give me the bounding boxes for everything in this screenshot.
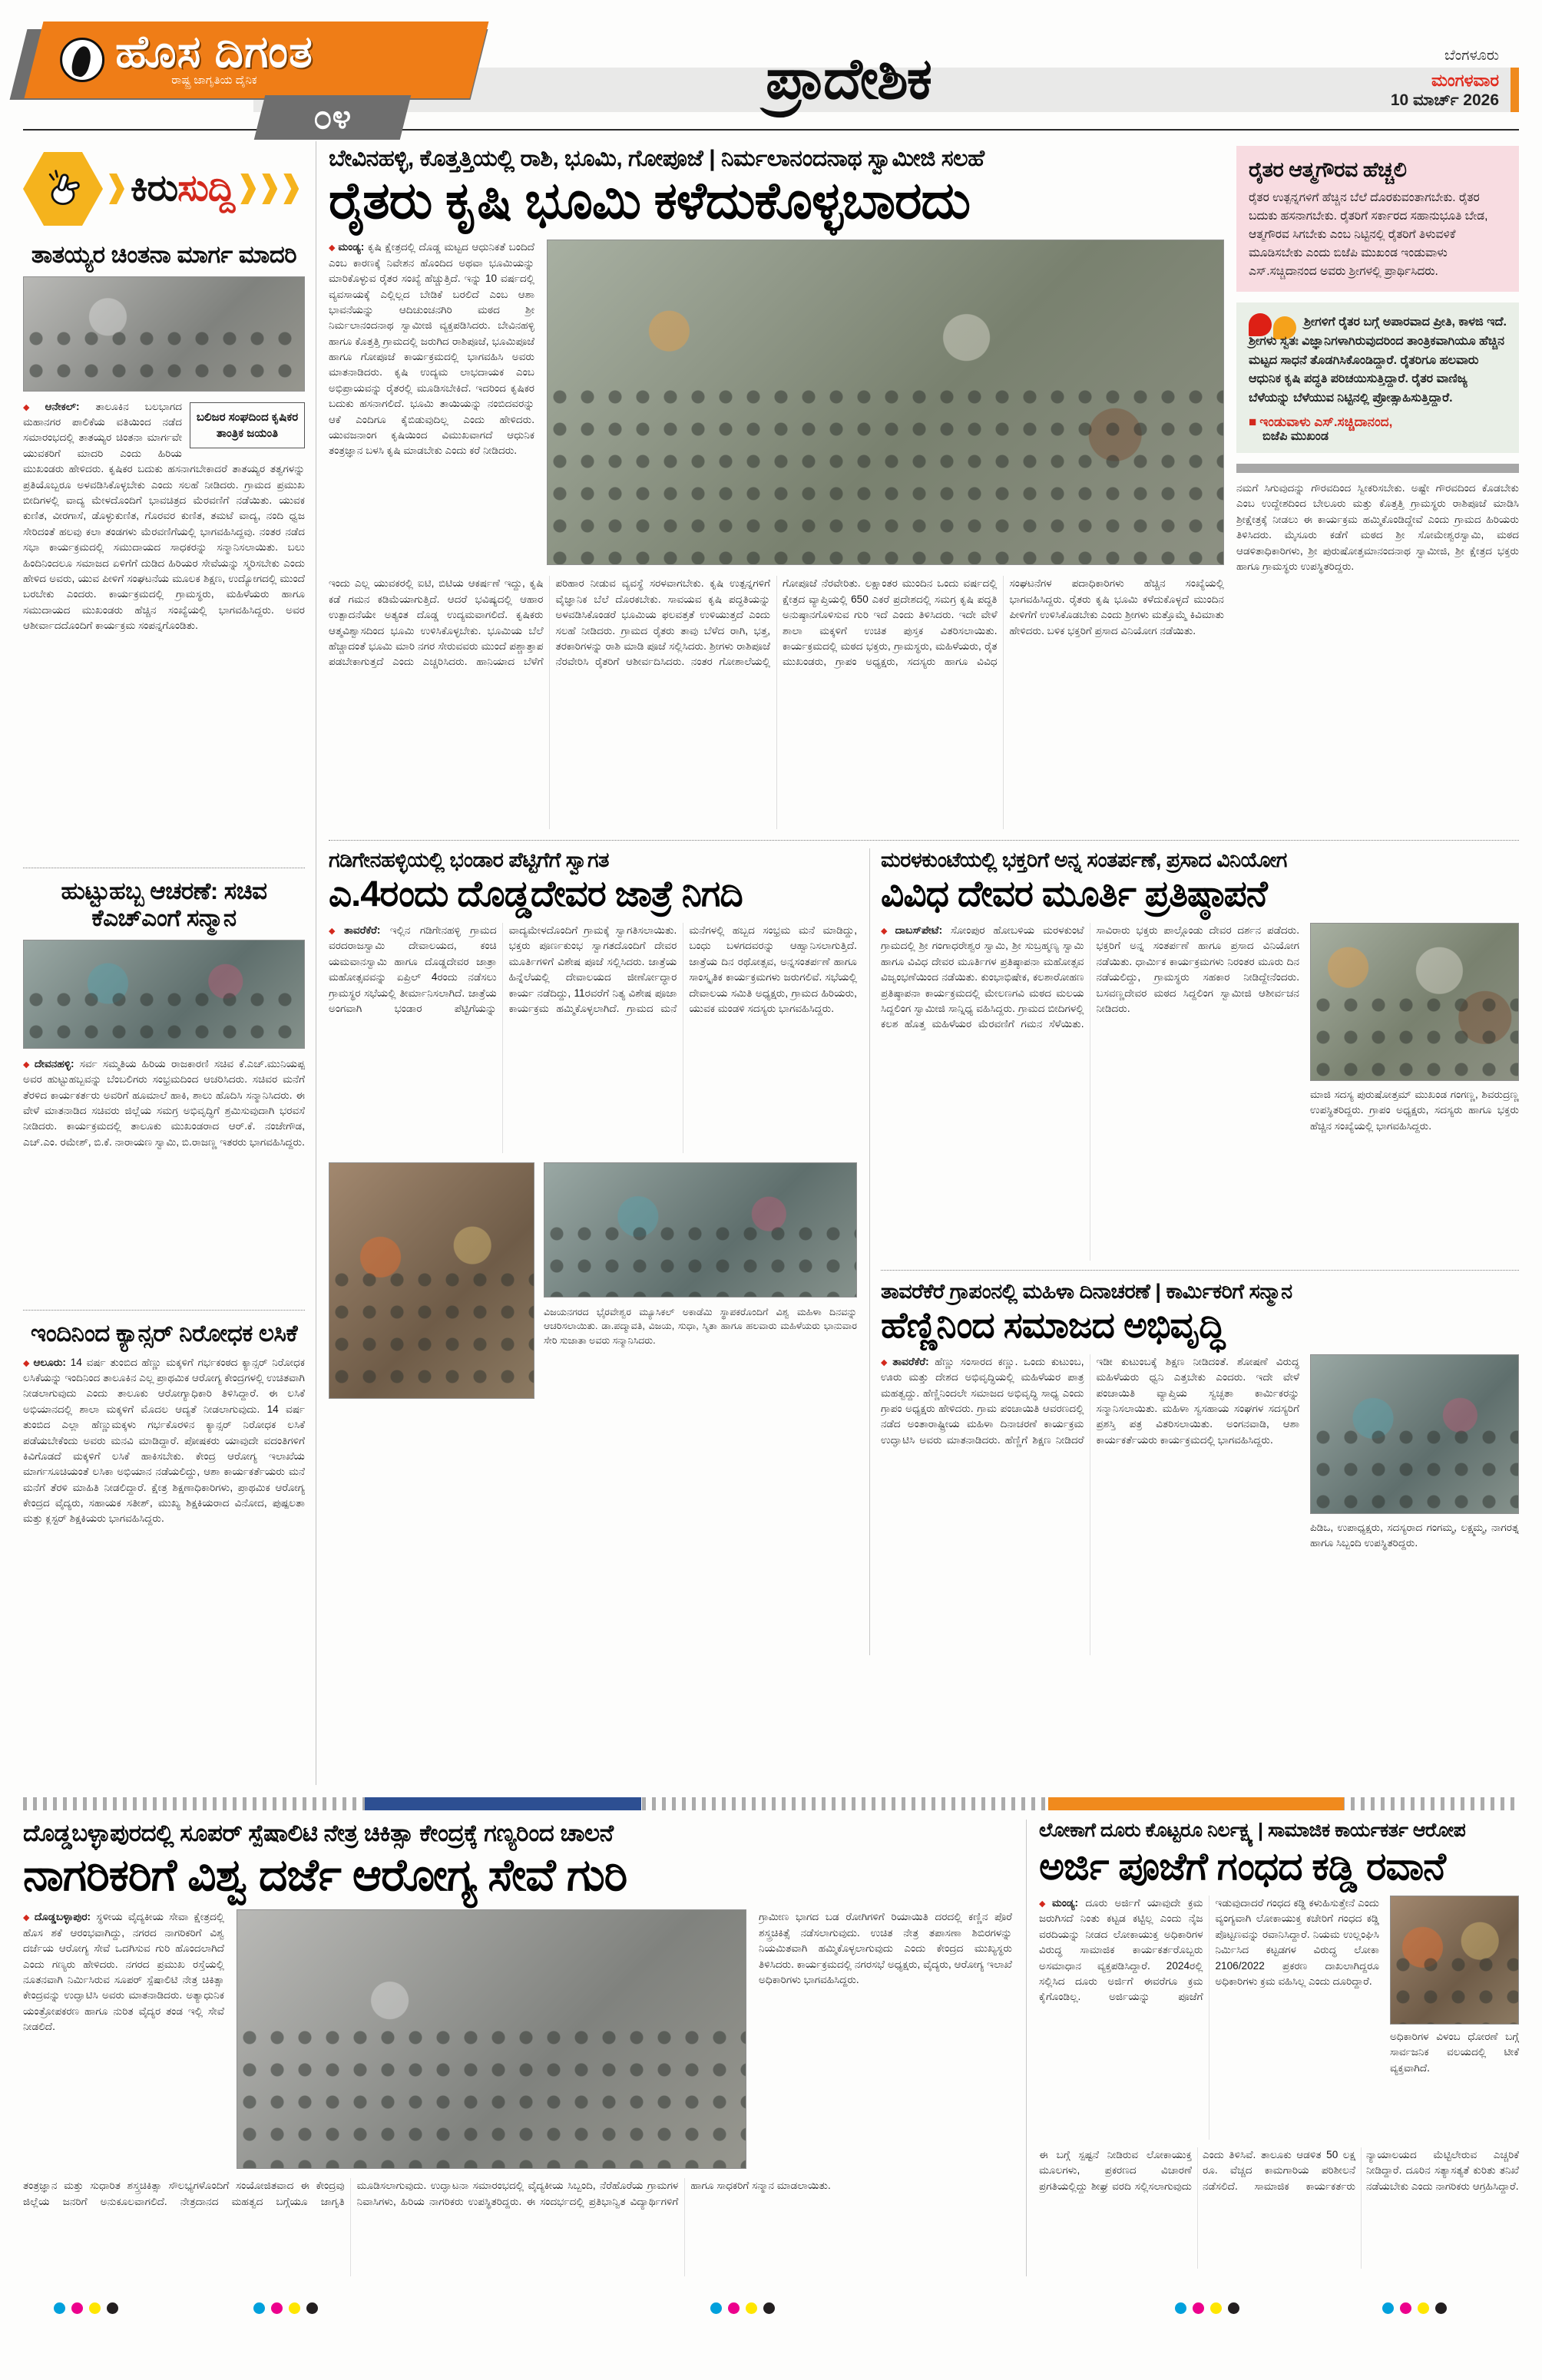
article-text: ಸೋಂಪುರ ಹೋಬಳಿಯ ಮರಳಕುಂಟೆ ಗ್ರಾಮದಲ್ಲಿ ಶ್ರೀ ಗಂಗಾಧರೇಶ್ವರ ಸ್ವಾಮಿ, ಶ್ರೀ ಸುಬ್ರಹ್ಮಣ್ಯ ಸ್ವಾಮಿ ಹಾಗೂ ವಿವಿಧ ದೇವರ ಮೂರ್ತಿಗಳ ಪ್ರತಿಷ್ಠಾಪನಾ ಮಹೋತ್ಸವ ವಿಜೃಂಭಣೆಯಿಂದ ನಡೆಯಿತು. ಕುಂಭಾಭಿಷೇಕ, ಕಲಶಾರೋಹಣ ಪ್ರತಿಷ್ಠಾಪನಾ ಕಾರ್ಯಕ್ರಮದಲ್ಲಿ ಮೇಲಣಗವಿ ಮಠದ ಮಲಯ ಸಿದ್ದಲಿಂಗ ಸ್ವಾಮೀಜಿ ಸಾನ್ನಿಧ್ಯ ವಹಿಸಿದ್ದರು. ಗ್ರಾಮದ ಬೀದಿಗಳಲ್ಲಿ ಕಲಶ ಹೊತ್ತ ಮಹಿಳೆಯರ ಮೆರವಣಿಗೆ ಗಮನ ಸೆಳೆಯಿತು. ಸಾವಿರಾರು ಭಕ್ತರು ಪಾಲ್ಗೊಂಡು ದೇವರ ದರ್ಶನ ಪಡೆದರು. ಭಕ್ತರಿಗೆ ಅನ್ನ ಸಂತರ್ಪಣೆ ಹಾಗೂ ಪ್ರಸಾದ ವಿನಿಯೋಗ ನಡೆಯಿತು. ಧಾರ್ಮಿಕ ಕಾರ್ಯಕ್ರಮಗಳು ನಿರಂತರ ಮೂರು ದಿನ ನಡೆಯಲಿದ್ದು, ಗ್ರಾಮಸ್ಥರು ಸಹಕಾರ ನೀಡಿದ್ದೇನೆಂದರು. ಬಸವಣ್ಣದೇವರ ಮಠದ ಸಿದ್ದಲಿಂಗ ಸ್ವಾಮೀಜಿ ಆಶೀರ್ವಚನ ನೀಡಿದರು. (881, 924, 1299, 1030)
dateline: ದೊಡ್ಡಬಳ್ಳಾಪುರ: (34, 1911, 91, 1923)
quote-box (1236, 302, 1519, 453)
lead-photo (547, 240, 1224, 565)
article-kicker: ಗಡಿಗೇನಹಳ್ಳಿಯಲ್ಲಿ ಭಂಡಾರ ಪೆಟ್ಟಿಗೆಗೆ ಸ್ವಾಗತ (329, 848, 609, 872)
article-columns-row (881, 923, 1519, 1261)
rail-continuation: ನಮಗೆ ಸಿಗುವುದನ್ನು ಗೌರವದಿಂದ ಸ್ವೀಕರಿಸಬೇಕು. ಅಷ್ಟೇ ಗೌರವದಿಂದ ಕೊಡಬೇಕು ಎಂಬ ಉದ್ದೇಶದಿಂದ ಬೇಲೂರು ಮತ್ತು ಕೊತ್ತತ್ತಿ ಗ್ರಾಮಸ್ಥರು ರಾಶಿಪೂಜೆ ಮಾಡಿಸಿ ಶ್ರೀಕ್ಷೇತ್ರಕ್ಕೆ ನೀಡಲು ಈ ಕಾರ್ಯಕ್ರಮ ಹಮ್ಮಿಕೊಂಡಿದ್ದೇವೆ ಎಂದು ಗ್ರಾಮದ ಹಿರಿಯರು ತಿಳಿಸಿದರು. ಮೈಸೂರು ಕಡೆಗೆ ಮಠದ ಶ್ರೀ ಸೋಮೇಶ್ವರಸ್ವಾಮಿ, ಮಠದ ಆಡಳಿತಾಧಿಕಾರಿಗಳು, ಶ್ರೀ ಪುರುಷೋತ್ತಮಾನಂದನಾಥ ಸ್ವಾಮೀಜಿ, ಶ್ರೀ ಕ್ಷೇತ್ರದ ಭಕ್ತರು ಹಾಗೂ ಗ್ರಾಮಸ್ಥರು ಉಪಸ್ಥಿತರಿದ್ದರು. (1236, 482, 1519, 573)
dateline-diamond: ◆ (329, 927, 342, 937)
dateline: ಆನೇಕಲ್: (45, 400, 80, 412)
complainant-photo (1390, 1896, 1519, 2025)
registration-marks (710, 2302, 775, 2314)
yellow-dot (746, 2302, 757, 2314)
dateline: ತಾವರೆಕೆರೆ: (344, 924, 381, 937)
article-left-column (23, 1909, 224, 2169)
chevron-icon (109, 174, 124, 204)
dateline: ಮಂಡ್ಯ: (338, 241, 365, 253)
registration-marks (1175, 2302, 1239, 2314)
date-label: 10 ಮಾರ್ಚ್ 2026 (1390, 91, 1499, 110)
black-dot (1228, 2302, 1239, 2314)
striped-divider (23, 1797, 1519, 1810)
highlight-box-title: ರೈತರ ಆತ್ಮಗೌರವ ಹೆಚ್ಚಲಿ (1249, 158, 1407, 181)
article-body (881, 923, 1299, 1261)
sidebar-kirusuddi (23, 141, 316, 1785)
idol-installation-photo (1310, 923, 1519, 1081)
lead-text-1: ಕೃಷಿ ಕ್ಷೇತ್ರದಲ್ಲಿ ದೊಡ್ಡ ಮಟ್ಟದ ಆಧುನಿಕತೆ ಬಂದಿದೆ ಎಂಬ ಕಾರಣಕ್ಕೆ ನಿವೇಶನ ಹೊಂದಿದ ಅಥವಾ ಭೂಮಿಯನ್ನು ಮಾರಿಕೊಳ್ಳುವ ರೈತರ ಸಂಖ್ಯೆ ಹೆಚ್ಚುತ್ತಿದೆ. ಇನ್ನು 10 ವರ್ಷದಲ್ಲಿ ವ್ಯವಸಾಯಕ್ಕೆ ಎಲ್ಲಿಲ್ಲದ ಬೇಡಿಕೆ ಬರಲಿದೆ ಎಂಬ ಆಶಾ ಭಾವನೆಯನ್ನು ಆದಿಚುಂಚನಗಿರಿ ಮಠದ ಶ್ರೀ ನಿರ್ಮಲಾನಂದನಾಥ ಸ್ವಾಮೀಜಿ ವ್ಯಕ್ತಪಡಿಸಿದರು. ಬೇವಿನಹಳ್ಳಿ ಹಾಗೂ ಕೊತ್ತತ್ತಿ ಗ್ರಾಮದಲ್ಲಿ ಜರುಗಿದ ರಾಶಿಪೂಜೆ, ಭೂಮಿಪೂಜೆ ಹಾಗೂ ಗೋಪೂಜೆ ಕಾರ್ಯಕ್ರಮದಲ್ಲಿ ಭಾಗವಹಿಸಿ ಅವರು ಮಾತನಾಡಿದರು. ಕೃಷಿ ಉದ್ಯಮ ಲಾಭದಾಯಕ ಎಂಬ ಅಭಿಪ್ರಾಯವನ್ನು ರೈತರಲ್ಲಿ ಮೂಡಿಸಬೇಕಿದೆ. ಇದರಿಂದ ಕೃಷಿಕರ ಬದುಕು ಹಸನಾಗಲಿದೆ. ಭೂಮಿ ತಾಯಿಯನ್ನು ನಂಬಿದವರನ್ನು ಆಕೆ ಎಂದಿಗೂ ಕೈಬಿಡುವುದಿಲ್ಲ ಎಂದು ಹೇಳಿದರು. ಯುವಜನಾಂಗ ಕೃಷಿಯಿಂದ ವಿಮುಖವಾಗದೆ ಆಧುನಿಕ ತಂತ್ರಜ್ಞಾನ ಬಳಸಿ ಕೃಷಿ ಮಾಡಬೇಕು ಎಂದು ಕರೆ ನೀಡಿದರು. (329, 241, 534, 457)
article-side-column (1390, 1896, 1519, 2140)
sidebar-story-2 (23, 878, 305, 1301)
highlight-box (1236, 146, 1519, 292)
paper-name: ಹೊಸ ದಿಗಂತ (115, 27, 313, 78)
story-headline: ಇಂದಿನಿಂದ ಕ್ಯಾನ್ಸರ್ ನಿರೋಧಕ ಲಸಿಕೆ (30, 1319, 298, 1347)
registration-marks (1382, 2302, 1447, 2314)
cyan-dot (710, 2302, 722, 2314)
dateline: ಮಂಡ್ಯ: (1051, 1897, 1078, 1909)
cyan-dot (1382, 2302, 1394, 2314)
page-number-tab (254, 95, 411, 140)
inset-announcement-box: ಬಲಿಜರ ಸಂಘದಿಂದ ಕೃಷಿಕರ ತಾಂತ್ರಿಕ ಜಯಂತಿ (190, 402, 305, 448)
bottom-band (0, 1820, 1542, 2277)
magenta-dot (271, 2302, 283, 2314)
dateline-diamond: ◆ (881, 1357, 891, 1367)
yellow-dot (289, 2302, 300, 2314)
womens-day-group-photo (1310, 1354, 1519, 1514)
lead-headline: ರೈತರು ಕೃಷಿ ಭೂಮಿ ಕಳೆದುಕೊಳ್ಳಬಾರದು (329, 172, 971, 230)
dateline-diamond: ◆ (23, 1913, 32, 1923)
article-side-text: ಮಾಜಿ ಸದಸ್ಯ ಪುರುಷೋತ್ತಮ್ ಮುಖಂಡ ಗಂಗಣ್ಣ, ಶಿವರುದ್ರಣ್ಣ ಉಪಸ್ಥಿತರಿದ್ದರು. ಗ್ರಾಪಂ ಅಧ್ಯಕ್ಷರು, ಸದಸ್ಯರು ಹಾಗೂ ಭಕ್ತರು ಹೆಚ್ಚಿನ ಸಂಖ್ಯೆಯಲ್ಲಿ ಭಾಗವಹಿಸಿದ್ದರು. (1310, 1089, 1519, 1132)
dateline-diamond: ◆ (23, 402, 43, 412)
black-dot (763, 2302, 775, 2314)
story-photo (23, 276, 305, 392)
article-jathre (329, 848, 857, 1655)
article-body (881, 1354, 1299, 1655)
article-bottom-columns: ಈ ಬಗ್ಗೆ ಸ್ಪಷ್ಟನೆ ನೀಡಿರುವ ಲೋಕಾಯುಕ್ತ ಮೂಲಗಳು, ಪ್ರಕರಣದ ವಿಚಾರಣೆ ಪ್ರಗತಿಯಲ್ಲಿದ್ದು ಶೀಘ್ರ ವರದಿ ಸಲ್ಲಿಸಲಾಗುವುದು ಎಂದು ತಿಳಿಸಿವೆ. ತಾಲೂಕು ಆಡಳಿತ 50 ಲಕ್ಷ ರೂ. ವೆಚ್ಚದ ಕಾಮಗಾರಿಯ ಪರಿಶೀಲನೆ ನಡೆಸಲಿದೆ. ಸಾಮಾಜಿಕ ಕಾರ್ಯಕರ್ತರು ನ್ಯಾಯಾಲಯದ ಮೆಟ್ಟಿಲೇರುವ ಎಚ್ಚರಿಕೆ ನೀಡಿದ್ದಾರೆ. ದೂರಿನ ಸತ್ಯಾಸತ್ಯತೆ ಕುರಿತು ತನಿಖೆ ನಡೆಯಬೇಕು ಎಂದು ನಾಗರಿಕರು ಆಗ್ರಹಿಸಿದ್ದಾರೆ. (1039, 2149, 1519, 2192)
logo-plate (25, 21, 489, 98)
womens-day-photo (544, 1162, 857, 1297)
article-side-text: ಅಧಿಕಾರಿಗಳ ವಿಳಂಬ ಧೋರಣೆ ಬಗ್ಗೆ ಸಾರ್ವಜನಿಕ ವಲಯದಲ್ಲಿ ಟೀಕೆ ವ್ಯಕ್ತವಾಗಿದೆ. (1390, 2031, 1519, 2074)
quote-author: ಇಂಡುವಾಳು ಎಸ್.ಸಚ್ಚಿದಾನಂದ, (1259, 415, 1393, 430)
yellow-dot (1418, 2302, 1429, 2314)
registration-marks (253, 2302, 318, 2314)
article-murthy (881, 848, 1519, 1261)
article-photo-row (329, 1162, 857, 1399)
story-headline: ತಾತಯ್ಯರ ಚಿಂತನಾ ಮಾರ್ಗ ಮಾದರಿ (31, 241, 297, 268)
lead-story-main (329, 141, 1224, 829)
lead-body-top (329, 240, 1224, 565)
quote-text: ಶ್ರೀಗಳಿಗೆ ರೈತರ ಬಗ್ಗೆ ಅಪಾರವಾದ ಪ್ರೀತಿ, ಕಾಳಜಿ ಇದೆ. ಶ್ರೀಗಳು ಸ್ವತಃ ವಿಜ್ಞಾನಿಗಳಾಗಿರುವುದರಿಂದ ತಾಂತ್ರಿಕವಾಗಿಯೂ ಹೆಚ್ಚಿನ ಮಟ್ಟದ ಸಾಧನೆ ತೊಡಗಿಸಿಕೊಂಡಿದ್ದಾರೆ. ರೈತರಿಗೂ ಹಲವಾರು ಆಧುನಿಕ ಕೃಷಿ ಪದ್ಧತಿ ಪರಿಚಯಿಸುತ್ತಿದ್ದಾರೆ. ರೈತರ ವಾಣಿಜ್ಯ ಬೆಳೆಯನ್ನು ಬೆಳೆಯುವ ನಿಟ್ಟಿನಲ್ಲಿ ಪ್ರೋತ್ಸಾಹಿಸುತ್ತಿದ್ದಾರೆ. (1249, 316, 1507, 405)
weekday-label: ಮಂಗಳವಾರ (1431, 71, 1499, 90)
strip-accent-bar (1511, 68, 1519, 112)
dateline: ತಾವರೆಕೆರೆ: (892, 1355, 929, 1367)
paper-tagline: ರಾಷ್ಟ್ರ ಜಾಗೃತಿಯ ದೈನಿಕ (171, 74, 257, 88)
lead-first-column (329, 240, 534, 565)
divider-orange-block (1048, 1797, 1344, 1810)
article-headline: ಎ.4ರಂದು ದೊಡ್ಡದೇವರ ಜಾತ್ರೆ ನಿಗದಿ (329, 873, 743, 914)
dateline-diamond: ◆ (1039, 1899, 1050, 1909)
dateline: ಆಲೂರು: (33, 1356, 66, 1368)
registration-marks (54, 2302, 118, 2314)
kirusuddi-title-red: ಸುದ್ದಿ (177, 168, 235, 209)
article-text: ದೂರು ಅರ್ಜಿಗೆ ಯಾವುದೇ ಕ್ರಮ ಜರುಗಿಸದೆ ನಿಂತು ಕಟ್ಟಡ ಕಟ್ಟಿಲ್ಲ ಎಂದು ನೈಜ ವರದಿಯನ್ನು ನೀಡದ ಲೋಕಾಯುಕ್ತ ಅಧಿಕಾರಿಗಳ ವಿರುದ್ಧ ಸಾಮಾಜಿಕ ಕಾರ್ಯಕರ್ತರೊಬ್ಬರು ಅಸಮಾಧಾನ ವ್ಯಕ್ತಪಡಿಸಿದ್ದಾರೆ. 2024ರಲ್ಲಿ ಸಲ್ಲಿಸಿದ ದೂರು ಅರ್ಜಿಗೆ ಈವರೆಗೂ ಕ್ರಮ ಕೈಗೊಂಡಿಲ್ಲ. ಅರ್ಜಿಯನ್ನು ಪೂಜೆಗೆ ಇಡುವುದಾದರೆ ಗಂಧದ ಕಡ್ಡಿ ಕಳುಹಿಸುತ್ತೇನೆ ಎಂದು ವ್ಯಂಗ್ಯವಾಗಿ ಲೋಕಾಯುಕ್ತ ಕಚೇರಿಗೆ ಗಂಧದ ಕಡ್ಡಿ ಪೊಟ್ಟಣವನ್ನು ರವಾನಿಸಿದ್ದಾರೆ. ನಿಯಮ ಉಲ್ಲಂಘಿಸಿ ನಿರ್ಮಿಸಿದ ಕಟ್ಟಡಗಳ ವಿರುದ್ಧ ಲೋಕಾ 2106/2022 ಪ್ರಕರಣ ದಾಖಲಾಗಿದ್ದರೂ ಅಧಿಕಾರಿಗಳು ಕ್ರಮ ವಹಿಸಿಲ್ಲ ಎಂದು ದೂರಿದ್ದಾರೆ. (1039, 1897, 1379, 2003)
lead-story (329, 141, 1519, 829)
procession-photo (329, 1162, 534, 1399)
dateline-diamond: ◆ (23, 1358, 31, 1368)
yellow-dot (1210, 2302, 1222, 2314)
photo-caption: ವಿಜಯನಗರದ ಭೈರವೇಶ್ವರ ಮ್ಯೂಸಿಕಲ್ ಅಕಾಡೆಮಿ ಸ್ಥಾಪಕರೊಂದಿಗೆ ವಿಶ್ವ ಮಹಿಳಾ ದಿನವನ್ನು ಆಚರಿಸಲಾಯಿತು. ಡಾ.ಪದ್ಮಾವತಿ, ವಿಜಯ, ಸುಧಾ, ಸ್ಮಿತಾ ಹಾಗೂ ಹಲವಾರು ಮಹಿಳೆಯರು ಭಾನುವಾರ ಸೇರಿ ಸುಜಾತಾ ಅವರು ಸನ್ಮಾನಿಸಿದರು. (544, 1307, 857, 1346)
dateline-diamond: ◆ (329, 243, 336, 253)
article-bottom-columns: ತಂತ್ರಜ್ಞಾನ ಮತ್ತು ಸುಧಾರಿತ ಶಸ್ತ್ರಚಿಕಿತ್ಸಾ ಸೌಲಭ್ಯಗಳೊಂದಿಗೆ ಸಂಯೋಜಿತವಾದ ಈ ಕೇಂದ್ರವು ಜಿಲ್ಲೆಯ ಜನರಿಗೆ ಅನುಕೂಲವಾಗಲಿದೆ. ನೇತ್ರದಾನದ ಮಹತ್ವದ ಬಗ್ಗೆಯೂ ಜಾಗೃತಿ ಮೂಡಿಸಲಾಗುವುದು. ಉದ್ಘಾಟನಾ ಸಮಾರಂಭದಲ್ಲಿ ವೈದ್ಯಕೀಯ ಸಿಬ್ಬಂದಿ, ನೆರೆಹೊರೆಯ ಗ್ರಾಮಗಳ ನಿವಾಸಿಗಳು, ಹಿರಿಯ ನಾಗರಿಕರು ಉಪಸ್ಥಿತರಿದ್ದರು. ಈ ಸಂದರ್ಭದಲ್ಲಿ ಪ್ರತಿಭಾನ್ವಿತ ವಿದ್ಯಾರ್ಥಿಗಳಿಗೆ ಹಾಗೂ ಸಾಧಕರಿಗೆ ಸನ್ಮಾನ ಮಾಡಲಾಯಿತು. (23, 2180, 831, 2207)
article-side-text: ಪಿಡಿಒ, ಉಪಾಧ್ಯಕ್ಷರು, ಸದಸ್ಯರಾದ ಗಂಗಮ್ಮ, ಲಕ್ಷ್ಮಮ್ಮ, ನಾಗರತ್ನ ಹಾಗೂ ಸಿಬ್ಬಂದಿ ಉಪಸ್ಥಿತರಿದ್ದರು. (1310, 1521, 1519, 1549)
lead-text-2: ಇಂದು ಎಲ್ಲ ಯುವಕರಲ್ಲಿ ಐಟಿ, ಬಿಟಿಯ ಆಕರ್ಷಣೆ ಇದ್ದು, ಕೃಷಿ ಕಡೆ ಗಮನ ಕಡಿಮೆಯಾಗುತ್ತಿದೆ. ಆದರೆ ಭವಿಷ್ಯದಲ್ಲಿ ಆಹಾರ ಉತ್ಪಾದನೆಯೇ ಅತ್ಯಂತ ದೊಡ್ಡ ಉದ್ಯಮವಾಗಲಿದೆ. ಕೃಷಿಕರು ಆತ್ಮವಿಶ್ವಾಸದಿಂದ ಭೂಮಿ ಉಳಿಸಿಕೊಳ್ಳಬೇಕು. ಭೂಮಿಯ ಬೆಲೆ ಹೆಚ್ಚಾದಂತೆ ಭೂಮಿ ಮಾರಿ ನಗರ ಸೇರುವವರು ಮುಂದೆ ಪಶ್ಚಾತ್ತಾಪ ಪಡಬೇಕಾಗುತ್ತದೆ ಎಂದು ಎಚ್ಚರಿಸಿದರು. ಹಾನಿಯಾದ ಬೆಳೆಗೆ ಪರಿಹಾರ ನೀಡುವ ವ್ಯವಸ್ಥೆ ಸರಳವಾಗಬೇಕು. ಕೃಷಿ ಉತ್ಪನ್ನಗಳಿಗೆ ವೈಜ್ಞಾನಿಕ ಬೆಲೆ ದೊರಕಬೇಕು. ಸಾವಯವ ಕೃಷಿ ಪದ್ಧತಿಯನ್ನು ಅಳವಡಿಸಿಕೊಂಡರೆ ಭೂಮಿಯ ಫಲವತ್ತತೆ ಉಳಿಯುತ್ತದೆ ಎಂದು ಸಲಹೆ ನೀಡಿದರು. ಗ್ರಾಮದ ರೈತರು ತಾವು ಬೆಳೆದ ರಾಗಿ, ಭತ್ತ, ತರಕಾರಿಗಳನ್ನು ರಾಶಿ ಮಾಡಿ ಪೂಜೆ ಸಲ್ಲಿಸಿದರು. ಶ್ರೀಗಳು ರಾಶಿಪೂಜೆ ನೆರವೇರಿಸಿ ರೈತರಿಗೆ ಆಶೀರ್ವದಿಸಿದರು. ನಂತರ ಗೋಶಾಲೆಯಲ್ಲಿ ಗೋಪೂಜೆ ನೆರವೇರಿತು. ಲಕ್ಷಾಂತರ ಮುಂದಿನ ಒಂದು ವರ್ಷದಲ್ಲಿ ಕ್ಷೇತ್ರದ ವ್ಯಾಪ್ತಿಯಲ್ಲಿ 650 ಎಕರೆ ಪ್ರದೇಶದಲ್ಲಿ ಸಮಗ್ರ ಕೃಷಿ ಪದ್ಧತಿ ಅನುಷ್ಠಾನಗೊಳಿಸುವ ಗುರಿ ಇದೆ ಎಂದು ತಿಳಿಸಿದರು. ಇದೇ ವೇಳೆ ಶಾಲಾ ಮಕ್ಕಳಿಗೆ ಉಚಿತ ಪುಸ್ತಕ ವಿತರಿಸಲಾಯಿತು. ಕಾರ್ಯಕ್ರಮದಲ್ಲಿ ಮಠದ ಭಕ್ತರು, ಗ್ರಾಮಸ್ಥರು, ಮಹಿಳೆಯರು, ರೈತ ಮುಖಂಡರು, ಗ್ರಾಪಂ ಅಧ್ಯಕ್ಷರು, ಸದಸ್ಯರು ಹಾಗೂ ವಿವಿಧ ಸಂಘಟನೆಗಳ ಪದಾಧಿಕಾರಿಗಳು ಹೆಚ್ಚಿನ ಸಂಖ್ಯೆಯಲ್ಲಿ ಭಾಗವಹಿಸಿದ್ದರು. ರೈತರು ಕೃಷಿ ಭೂಮಿ ಕಳೆದುಕೊಳ್ಳದೆ ಮುಂದಿನ ಪೀಳಿಗೆಗೆ ಉಳಿಸಿಕೊಡಬೇಕು ಎಂದು ಶ್ರೀಗಳು ಮತ್ತೊಮ್ಮೆ ಕಿವಿಮಾತು ಹೇಳಿದರು. ಬಳಿಕ ಭಕ್ತರಿಗೆ ಪ್ರಸಾದ ವಿನಿಯೋಗ ನಡೆಯಿತು. (329, 577, 1224, 668)
magenta-dot (71, 2302, 83, 2314)
story-body (23, 1355, 305, 1785)
masthead (0, 0, 1542, 136)
date-block (1391, 71, 1499, 111)
article-text: ಹೆಣ್ಣು ಸಂಸಾರದ ಕಣ್ಣು. ಒಂದು ಕುಟುಂಬ, ಊರು ಮತ್ತು ದೇಶದ ಅಭಿವೃದ್ಧಿಯಲ್ಲಿ ಮಹಿಳೆಯರ ಪಾತ್ರ ಮಹತ್ವದ್ದು. ಹೆಣ್ಣಿನಿಂದಲೇ ಸಮಾಜದ ಅಭಿವೃದ್ಧಿ ಸಾಧ್ಯ ಎಂದು ಗ್ರಾಪಂ ಅಧ್ಯಕ್ಷರು ಹೇಳಿದರು. ಗ್ರಾಮ ಪಂಚಾಯಿತಿ ಆವರಣದಲ್ಲಿ ನಡೆದ ಅಂತಾರಾಷ್ಟ್ರೀಯ ಮಹಿಳಾ ದಿನಾಚರಣೆ ಕಾರ್ಯಕ್ರಮ ಉದ್ಘಾಟಿಸಿ ಅವರು ಮಾತನಾಡಿದರು. ಹೆಣ್ಣಿಗೆ ಶಿಕ್ಷಣ ನೀಡಿದರೆ ಇಡೀ ಕುಟುಂಬಕ್ಕೆ ಶಿಕ್ಷಣ ನೀಡಿದಂತೆ. ಶೋಷಣೆ ವಿರುದ್ಧ ಮಹಿಳೆಯರು ಧ್ವನಿ ಎತ್ತಬೇಕು ಎಂದರು. ಇದೇ ವೇಳೆ ಪಂಚಾಯಿತಿ ವ್ಯಾಪ್ತಿಯ ಸ್ವಚ್ಛತಾ ಕಾರ್ಮಿಕರನ್ನು ಸನ್ಮಾನಿಸಲಾಯಿತು. ಮಹಿಳಾ ಸ್ವಸಹಾಯ ಸಂಘಗಳ ಸದಸ್ಯರಿಗೆ ಪ್ರಶಸ್ತಿ ಪತ್ರ ವಿತರಿಸಲಾಯಿತು. ಅಂಗನವಾಡಿ, ಆಶಾ ಕಾರ್ಯಕರ್ತೆಯರು ಕಾರ್ಯಕ್ರಮದಲ್ಲಿ ಭಾಗವಹಿಸಿದ್ದರು. (881, 1355, 1299, 1446)
kirusuddi-badge (23, 141, 305, 233)
article-right-column: ಗ್ರಾಮೀಣ ಭಾಗದ ಬಡ ರೋಗಿಗಳಿಗೆ ರಿಯಾಯಿತಿ ದರದಲ್ಲಿ ಕಣ್ಣಿನ ಪೊರೆ ಶಸ್ತ್ರಚಿಕಿತ್ಸೆ ನಡೆಸಲಾಗುವುದು. ಉಚಿತ ನೇತ್ರ ತಪಾಸಣಾ ಶಿಬಿರಗಳನ್ನು ನಿಯಮಿತವಾಗಿ ಹಮ್ಮಿಕೊಳ್ಳಲಾಗುವುದು ಎಂದು ಕೇಂದ್ರದ ಮುಖ್ಯಸ್ಥರು ತಿಳಿಸಿದರು. ಕಾರ್ಯಕ್ರಮದಲ್ಲಿ ನಗರಸಭೆ ಅಧ್ಯಕ್ಷರು, ವೈದ್ಯರು, ಆರೋಗ್ಯ ಇಲಾಖೆ ಅಧಿಕಾರಿಗಳು ಭಾಗವಹಿಸಿದ್ದರು. (759, 1911, 1012, 1986)
black-dot (107, 2302, 118, 2314)
dateline: ದಾಬಸ್‌ಪೇಟೆ: (895, 924, 943, 937)
section-title: ಪ್ರಾದೇಶಿಕ (766, 47, 931, 111)
article-columns-row (23, 1909, 1012, 2169)
article-body (329, 923, 857, 1153)
story-body (23, 1056, 305, 1301)
dateline-diamond: ◆ (881, 927, 893, 937)
story-headline: ಹುಟ್ಟುಹಬ್ಬ ಆಚರಣೆ: ಸಚಿವ ಕೆಎಚ್‌ಎಂಗೆ ಸನ್ಮಾನ (61, 877, 267, 932)
inauguration-photo (237, 1909, 746, 2169)
story-text: ಸರ್ವ ಸಮ್ಮತಿಯ ಹಿರಿಯ ರಾಜಕಾರಣಿ ಸಚಿವ ಕೆ.ಎಚ್.ಮುನಿಯಪ್ಪ ಅವರ ಹುಟ್ಟುಹಬ್ಬವನ್ನು ಬೆಂಬಲಿಗರು ಸಂಭ್ರಮದಿಂದ ಆಚರಿಸಿದರು. ಸಚಿವರ ಮನೆಗೆ ತೆರಳಿದ ಕಾರ್ಯಕರ್ತರು ಅವರಿಗೆ ಹೂಮಾಲೆ ಹಾಕಿ, ಶಾಲು ಹೊದಿಸಿ ಸನ್ಮಾನಿಸಿದರು. ಈ ವೇಳೆ ಮಾತನಾಡಿದ ಸಚಿವರು ಜಿಲ್ಲೆಯ ಸಮಗ್ರ ಅಭಿವೃದ್ಧಿಗೆ ಶ್ರಮಿಸುವುದಾಗಿ ಭರವಸೆ ನೀಡಿದರು. ಕಾರ್ಯಕ್ರಮದಲ್ಲಿ ತಾಲೂಕು ಮುಖಂಡರಾದ ಆರ್.ಕೆ. ನಂಜೇಗೌಡ, ಎಚ್.ಎಂ. ರಮೇಶ್, ಬಿ.ಕೆ. ನಾರಾಯಣ ಸ್ವಾಮಿ, ಬಿ.ರಾಜಣ್ಣ ಇತರರು ಭಾಗವಹಿಸಿದ್ದರು. (23, 1057, 305, 1148)
content-row (0, 131, 1542, 1785)
rail-gray-bar (1236, 464, 1519, 473)
quote-attribution (1249, 415, 1507, 430)
cyan-dot (1175, 2302, 1186, 2314)
story-body (23, 399, 305, 858)
newspaper-emblem-icon (60, 38, 104, 82)
article-body (1039, 1896, 1379, 2140)
hand-snap-icon (23, 152, 103, 226)
logo-inner (60, 27, 313, 88)
dateline-diamond: ◆ (23, 1059, 32, 1069)
article-headline: ವಿವಿಧ ದೇವರ ಮೂರ್ತಿ ಪ್ರತಿಷ್ಠಾಪನೆ (881, 873, 1267, 914)
divider-blue-block (365, 1797, 641, 1810)
sidebar-story-1 (23, 241, 305, 858)
story-photo (23, 940, 305, 1049)
article-side-column (1310, 923, 1519, 1261)
article-kicker: ತಾವರೆಕೆರೆ ಗ್ರಾಪಂನಲ್ಲಿ ಮಹಿಳಾ ದಿನಾಚರಣೆ | ಕಾರ್ಮಿಕರಿಗೆ ಸನ್ಮಾನ (881, 1280, 1292, 1304)
cyan-dot (54, 2302, 65, 2314)
magenta-dot (728, 2302, 740, 2314)
article-text: ಸ್ಥಳೀಯ ವೈದ್ಯಕೀಯ ಸೇವಾ ಕ್ಷೇತ್ರದಲ್ಲಿ ಹೊಸ ಶಕೆ ಆರಂಭವಾಗಿದ್ದು, ನಗರದ ನಾಗರಿಕರಿಗೆ ವಿಶ್ವ ದರ್ಜೆಯ ಆರೋಗ್ಯ ಸೇವೆ ಒದಗಿಸುವ ಗುರಿ ಹೊಂದಲಾಗಿದೆ ಎಂದು ಗಣ್ಯರು ಹೇಳಿದರು. ನಗರದ ಪ್ರಮುಖ ರಸ್ತೆಯಲ್ಲಿ ನೂತನವಾಗಿ ನಿರ್ಮಿಸಿರುವ ಸೂಪರ್ ಸ್ಪೆಷಾಲಿಟಿ ನೇತ್ರ ಚಿಕಿತ್ಸಾ ಕೇಂದ್ರವನ್ನು ಉದ್ಘಾಟಿಸಿ ಅವರು ಮಾತನಾಡಿದರು. ಅತ್ಯಾಧುನಿಕ ಯಂತ್ರೋಪಕರಣ ಹಾಗೂ ನುರಿತ ವೈದ್ಯರ ತಂಡ ಇಲ್ಲಿ ಸೇವೆ ನೀಡಲಿದೆ. (23, 1911, 224, 2033)
quote-author-role: ಬಿಜೆಪಿ ಮುಖಂಡ (1262, 430, 1329, 444)
article-mahila (881, 1280, 1519, 1655)
story-text: 14 ವರ್ಷ ತುಂಬಿದ ಹೆಣ್ಣು ಮಕ್ಕಳಿಗೆ ಗರ್ಭಕಂಠದ ಕ್ಯಾನ್ಸರ್ ನಿರೋಧಕ ಲಸಿಕೆಯನ್ನು ಇಂದಿನಿಂದ ತಾಲೂಕಿನ ಎಲ್ಲ ಪ್ರಾಥಮಿಕ ಆರೋಗ್ಯ ಕೇಂದ್ರಗಳಲ್ಲಿ ಉಚಿತವಾಗಿ ನೀಡಲಾಗುವುದು ಎಂದು ತಾಲೂಕು ಆರೋಗ್ಯಾಧಿಕಾರಿ ತಿಳಿಸಿದ್ದಾರೆ. ಈ ಲಸಿಕೆ ಅಭಿಯಾನದಲ್ಲಿ ಶಾಲಾ ಮಕ್ಕಳಿಗೆ ಮೊದಲ ಆದ್ಯತೆ ನೀಡಲಾಗುವುದು. 14 ವರ್ಷ ತುಂಬಿದ ಎಲ್ಲಾ ಹೆಣ್ಣುಮಕ್ಕಳು ಗರ್ಭಕೊರಳಿನ ಕ್ಯಾನ್ಸರ್ ನಿರೋಧಕ ಲಸಿಕೆ ಪಡೆಯಬೇಕೆಂದು ಅವರು ಮನವಿ ಮಾಡಿದ್ದಾರೆ. ಪೋಷಕರು ಯಾವುದೇ ವದಂತಿಗಳಿಗೆ ಕಿವಿಗೊಡದೆ ಮಕ್ಕಳಿಗೆ ಲಸಿಕೆ ಹಾಕಿಸಬೇಕು. ಕೇಂದ್ರ ಆರೋಗ್ಯ ಇಲಾಖೆಯ ಮಾರ್ಗಸೂಚಿಯಂತೆ ಲಸಿಕಾ ಅಭಿಯಾನ ನಡೆಯಲಿದ್ದು, ಆಶಾ ಕಾರ್ಯಕರ್ತೆಯರು ಮನೆ ಮನೆಗೆ ತೆರಳಿ ಮಾಹಿತಿ ನೀಡಲಿದ್ದಾರೆ. ಕ್ಷೇತ್ರ ಶಿಕ್ಷಣಾಧಿಕಾರಿಗಳು, ಪ್ರಾಥಮಿಕ ಆರೋಗ್ಯ ಕೇಂದ್ರದ ವೈದ್ಯರು, ಸಹಾಯಕ ಸತೀಶ್, ಮುಖ್ಯ ಶಿಕ್ಷಕಿಯರಾದ ವಿನೋದ, ಪುಷ್ಪಲತಾ ಮತ್ತು ಕ್ಲಸ್ಟರ್ ಶಿಕ್ಷಕಿಯರು ಭಾಗವಹಿಸಿದ್ದರು. (23, 1356, 305, 1525)
chevron-icon (240, 174, 256, 204)
article-kicker: ದೊಡ್ಡಬಳ್ಳಾಪುರದಲ್ಲಿ ಸೂಪರ್ ಸ್ಪೆಷಾಲಿಟಿ ನೇತ್ರ ಚಿಕಿತ್ಸಾ ಕೇಂದ್ರಕ್ಕೆ ಗಣ್ಯರಿಂದ ಚಾಲನೆ (23, 1819, 614, 1846)
yellow-dot (89, 2302, 101, 2314)
highlight-box-body: ರೈತರ ಉತ್ಪನ್ನಗಳಿಗೆ ಹೆಚ್ಚಿನ ಬೆಲೆ ದೊರಕುವಂತಾಗಬೇಕು. ರೈತರ ಬದುಕು ಹಸನಾಗಬೇಕು. ರೈತರಿಗೆ ಸರ್ಕಾರದ ಸಹಾನುಭೂತಿ ಬೇಡ, ಆತ್ಮಗೌರವ ಸಿಗಬೇಕು ಎಂಬ ನಿಟ್ಟಿನಲ್ಲಿ ರೈತರಿಗೆ ತಿಳುವಳಿಕೆ ಮೂಡಿಸಬೇಕು ಎಂದು ಬಿಜೆಪಿ ಮುಖಂಡ ಇಂಡುವಾಳು ಎಸ್.ಸಚ್ಚಿದಾನಂದ ಅವರು ಶ್ರೀಗಳಲ್ಲಿ ಪ್ರಾರ್ಥಿಸಿದರು. (1249, 191, 1488, 279)
article-kicker: ಲೋಕಾಗೆ ದೂರು ಕೊಟ್ಟರೂ ನಿರ್ಲಕ್ಷ್ಯ | ಸಾಮಾಜಿಕ ಕಾರ್ಯಕರ್ತ ಆರೋಪ (1039, 1819, 1466, 1841)
dateline: ದೇವನಹಳ್ಳಿ: (34, 1057, 74, 1069)
article-headline: ಹೆಣ್ಣಿನಿಂದ ಸಮಾಜದ ಅಭಿವೃದ್ಧಿ (881, 1304, 1225, 1346)
page-number: ೦೪ (313, 98, 352, 136)
kirusuddi-title (131, 167, 234, 210)
black-dot (306, 2302, 318, 2314)
magenta-dot (1193, 2302, 1204, 2314)
hand-snap-glyph (41, 167, 84, 210)
article-headline: ನಾಗರಿಕರಿಗೆ ವಿಶ್ವ ದರ್ಜೆ ಆರೋಗ್ಯ ಸೇವೆ ಗುರಿ (23, 1849, 627, 1900)
black-dot (1435, 2302, 1447, 2314)
article-headline: ಅರ್ಜಿ ಪೂಜೆಗೆ ಗಂಧದ ಕಡ್ಡಿ ರವಾನೆ (1039, 1844, 1445, 1888)
article-side-column (1310, 1354, 1519, 1655)
lead-body-bottom (329, 576, 1224, 829)
city-label: ಬೆಂಗಳೂರು (1444, 48, 1499, 64)
lead-rail (1236, 141, 1519, 829)
page-footer (0, 2289, 1542, 2332)
middle-band-right (869, 848, 1519, 1655)
chevron-icon (262, 174, 277, 204)
cyan-dot (253, 2302, 265, 2314)
article-columns-row (1039, 1896, 1519, 2140)
story-text: ತಾಲೂಕಿನ ಬಲಭಾಗದ ಮಹಾನಗರ ಪಾಲಿಕೆಯ ವತಿಯಿಂದ ನಡೆದ ಸಮಾರಂಭದಲ್ಲಿ ತಾತಯ್ಯರ ಚಿಂತನಾ ಮಾರ್ಗವೇ ಯುವಕರಿಗೆ ಮಾದರಿ ಎಂದು ಹಿರಿಯ ಮುಖಂಡರು ಹೇಳಿದರು. ಕೃಷಿಕರ ಬದುಕು ಹಸನಾಗಬೇಕಾದರೆ ತಾತಯ್ಯರ ತತ್ವಗಳನ್ನು ಪ್ರತಿಯೊಬ್ಬರೂ ಅಳವಡಿಸಿಕೊಳ್ಳಬೇಕು ಎಂದು ಸಲಹೆ ನೀಡಿದರು. ಗ್ರಾಮದ ಪ್ರಮುಖ ಬೀದಿಗಳಲ್ಲಿ ವಾದ್ಯ ಮೇಳದೊಂದಿಗೆ ಭಾವಚಿತ್ರದ ಮೆರವಣಿಗೆ ನಡೆಯಿತು. ಯುವಕ ಕುಣಿತ, ವೀರಗಾಸೆ, ಡೊಳ್ಳುಕುಣಿತ, ಗೊರವರ ಕುಣಿತ, ತಮಟೆ ವಾದ್ಯ, ನಂದಿ ಧ್ವಜ ಸೇರಿದಂತೆ ಹಲವು ಕಲಾ ತಂಡಗಳು ಮೆರವಣಿಗೆಯಲ್ಲಿ ಭಾಗವಹಿಸಿದ್ದವು. ನಂತರ ನಡೆದ ಸಭಾ ಕಾರ್ಯಕ್ರಮದಲ್ಲಿ ಸಮುದಾಯದ ಸಾಧಕರನ್ನು ಸನ್ಮಾನಿಸಲಾಯಿತು. ಬಲು ಹಿಂದಿನಿಂದಲೂ ಸಮಾಜದ ಏಳಿಗೆಗೆ ದುಡಿದ ಹಿರಿಯರ ಸೇವೆಯನ್ನು ಸ್ಮರಿಸಬೇಕು ಎಂದು ಹೇಳಿದ ಅವರು, ಯುವ ಪೀಳಿಗೆ ಸಂಘಟನೆಯ ಮೂಲಕ ಶಿಕ್ಷಣ, ಉದ್ಯೋಗದಲ್ಲಿ ಮುಂದೆ ಬರಬೇಕು ಎಂದರು. ಕಾರ್ಯಕ್ರಮದಲ್ಲಿ ಗ್ರಾಮಸ್ಥರು, ಮಹಿಳೆಯರು ಹಾಗೂ ಸಮುದಾಯದ ಮುಖಂಡರು ಹೆಚ್ಚಿನ ಸಂಖ್ಯೆಯಲ್ಲಿ ಭಾಗವಹಿಸಿದ್ದರು. ಅವರ ಆಶೀರ್ವಾದದೊಂದಿಗೆ ಕಾರ್ಯಕ್ರಮ ಸಂಪನ್ನಗೊಂಡಿತು. (23, 400, 305, 632)
main-zone (329, 141, 1519, 1785)
middle-band (329, 840, 1519, 1655)
article-gandha (1026, 1820, 1519, 2277)
photo-caption-stack (544, 1162, 857, 1399)
divider (23, 1310, 305, 1311)
kirusuddi-title-black: ಕಿರು (131, 168, 178, 209)
divider (881, 1270, 1519, 1271)
lead-kicker: ಬೇವಿನಹಳ್ಳಿ, ಕೊತ್ತತ್ತಿಯಲ್ಲಿ ರಾಶಿ, ಭೂಮಿ, ಗೋಪೂಜೆ | ನಿರ್ಮಲಾನಂದನಾಥ ಸ್ವಾಮೀಜಿ ಸಲಹೆ (329, 146, 984, 171)
article-text: ಇಲ್ಲಿನ ಗಡಿಗೇನಹಳ್ಳಿ ಗ್ರಾಮದ ವರದರಾಜಸ್ವಾಮಿ ದೇವಾಲಯದ, ಕಂಚಿ ಯಮವಾನಸ್ವಾಮಿ ಹಾಗೂ ದೊಡ್ಡದೇವರ ಜಾತ್ರಾ ಮಹೋತ್ಸವವನ್ನು ಏಪ್ರಿಲ್ 4ರಂದು ನಡೆಸಲು ಗ್ರಾಮಸ್ಥರ ಸಭೆಯಲ್ಲಿ ತೀರ್ಮಾನಿಸಲಾಗಿದೆ. ಜಾತ್ರೆಯ ಅಂಗವಾಗಿ ಭಂಡಾರ ಪೆಟ್ಟಿಗೆಯನ್ನು ವಾದ್ಯಮೇಳದೊಂದಿಗೆ ಗ್ರಾಮಕ್ಕೆ ಸ್ವಾಗತಿಸಲಾಯಿತು. ಭಕ್ತರು ಪೂರ್ಣಕುಂಭ ಸ್ವಾಗತದೊಂದಿಗೆ ದೇವರ ಮೂರ್ತಿಗಳಿಗೆ ವಿಶೇಷ ಪೂಜೆ ಸಲ್ಲಿಸಿದರು. ಜಾತ್ರೆಯ ಹಿನ್ನೆಲೆಯಲ್ಲಿ ದೇವಾಲಯದ ಜೀರ್ಣೋದ್ಧಾರ ಕಾರ್ಯ ನಡೆದಿದ್ದು, 11ರವರೆಗೆ ನಿತ್ಯ ವಿಶೇಷ ಪೂಜಾ ಕಾರ್ಯಕ್ರಮ ಹಮ್ಮಿಕೊಳ್ಳಲಾಗಿದೆ. ಗ್ರಾಮದ ಮನೆ ಮನೆಗಳಲ್ಲಿ ಹಬ್ಬದ ಸಂಭ್ರಮ ಮನೆ ಮಾಡಿದ್ದು, ಬಂಧು ಬಳಗದವರನ್ನು ಆಹ್ವಾನಿಸಲಾಗುತ್ತಿದೆ. ಜಾತ್ರೆಯ ದಿನ ರಥೋತ್ಸವ, ಅನ್ನಸಂತರ್ಪಣೆ ಹಾಗೂ ಸಾಂಸ್ಕೃತಿಕ ಕಾರ್ಯಕ್ರಮಗಳು ಜರುಗಲಿವೆ. ಸಭೆಯಲ್ಲಿ ದೇವಾಲಯ ಸಮಿತಿ ಅಧ್ಯಕ್ಷರು, ಗ್ರಾಮದ ಹಿರಿಯರು, ಯುವಕ ಮಂಡಳಿ ಸದಸ್ಯರು ಭಾಗವಹಿಸಿದ್ದರು. (329, 924, 857, 1015)
magenta-dot (1400, 2302, 1411, 2314)
article-health (23, 1820, 1012, 2277)
article-kicker: ಮರಳಕುಂಟೆಯಲ್ಲಿ ಭಕ್ತರಿಗೆ ಅನ್ನ ಸಂತರ್ಪಣೆ, ಪ್ರಸಾದ ವಿನಿಯೋಗ (881, 848, 1287, 872)
logo-text-block (115, 27, 313, 88)
chevron-icon (283, 174, 299, 204)
article-columns-row (881, 1354, 1519, 1655)
newspaper-logo (29, 21, 505, 136)
attribution-square: ■ (1249, 415, 1257, 430)
sidebar-story-3 (23, 1320, 305, 1785)
